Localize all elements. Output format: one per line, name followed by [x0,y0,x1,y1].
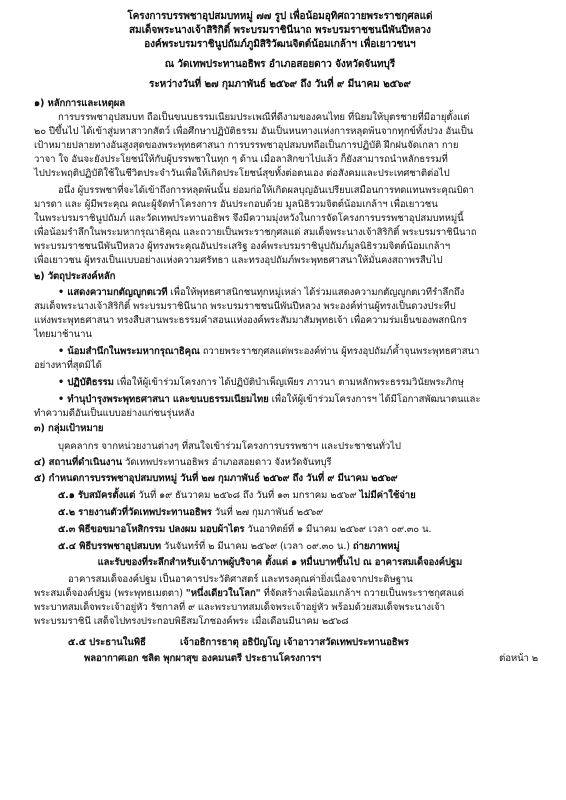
paragraph-line-start: พระสมเด็จองค์ปฐม (พระพุทธเมตตา) [34,588,183,599]
paragraph-line: ไปประพฤติปฏิบัติใช้ในชีวิตประจำวันเพื่อให้เกิดประโยชน์สุขทั้งต่อตนเอง ต่อสังคมและประเทศชาติต่อไป [34,168,450,179]
objective-item-4-text: เพื่อให้ผู้เข้าร่วมโครงการฯ ได้มีโอกาสพัฒนาตนและ [268,394,481,405]
schedule-item-5-4-label: ๕.๔ พิธีบรรพชาอุปสมบท [58,541,161,552]
paragraph-line: แห่งพระพุทธศาสนา ทรงสืบสานพระธรรมคำสอนแห่งองค์พระสัมมาสัมพุทธเจ้า เพื่อความร่มเย็นของพสกนิกร [34,315,467,326]
schedule-item-5-1-fee: ไม่มีค่าใช้จ่าย [359,490,416,501]
paragraph-line: เป้าหมายปลายทางอันสูงสุดของพระพุทธศาสนา การบรรพชาอุปสมบทถือเป็นการปฏิบัติ ฝึกฝนจัดเกลา กาย [34,140,459,151]
schedule-item-5-1-label: ๕.๑ รับสมัครตั้งแต่ [58,490,136,501]
paragraph-line: พระบรมราชินี เสด็จไปทรงประกอบพิธีสมโภชองค์พระ เมื่อเดือนมีนาคม ๒๕๖๘ [34,616,349,627]
paragraph-line: ๒๐ ปีขึ้นไป ได้เข้าสู่มหาสาวกสัตว์ เพื่อศึกษาปฏิบัติธรรม อันเป็นหนทางแห่งการหลุดพ้นจากทุกข์ทั้งปวง อันเป็น [34,126,474,137]
schedule-item-5-3-label: ๕.๓ พิธีขอขมาอโหสิกรรม ปลงผม มอบผ้าไตร [58,524,245,535]
header-line-2: สมเด็จพระนางเจ้าสิริกิติ์ พระบรมราชินีนาถ พระบรมราชชนนีพันปีหลวง [128,25,431,36]
paragraph-line: เพื่อน้อมรำลึกในพระมหากรุณาธิคุณ และถวายเป็นพระราชกุศลแด่ สมเด็จพระนางเจ้าสิริกิติ์ พระบรมราชินีนาถ [34,227,477,238]
target-group-text: บุคคลากร จากหน่วยงานต่างๆ ที่สนใจเข้าร่วมโครงการบรรพชาฯ และประชาชนทั่วไป [58,441,401,452]
schedule-item-5-1 [58,489,416,502]
objective-item-4-heading: • ทำนุบำรุงพระพุทธศาสนา และขนบธรรมเนียมไทย [58,394,269,405]
section-4-title: ๔) สถานที่ดำเนินงาน [34,457,123,468]
paragraph-line: การบรรพชาอุปสมบท ถือเป็นขนบธรรมเนียมประเพณีที่ดีงามของคนไทย ที่นิยมให้บุตรชายที่มีอายุตั้งแต่ [58,112,470,123]
paragraph-line: อย่างหาที่สุดมิได้ [34,360,102,371]
section-5-title: ๕) กำหนดการบรรพชาอุปสมบทหมู่ วันที่ ๒๗ กุมภาพันธ์ ๒๕๖๙ ถึง วันที่ ๙ มีนาคม ๒๕๖๙ [34,473,398,484]
header-line-4: ณ วัดเทพประทานอธิพร อำเภอสอยดาว จังหวัดจันทบุรี [164,59,396,70]
schedule-item-5-2-label: ๕.๒ รายงานตัวที่วัดเทพประทานอธิพร [58,507,212,518]
paragraph-line: สมเด็จพระนางเจ้าสิริกิติ์ พระบรมราชินีนาถ พระบรมราชชนนีพันปีหลวง พระองค์ท่านผู้ทรงเป็นดวงประทีป [34,301,456,312]
paragraph-line: ไทยมาช้านาน [34,329,92,340]
schedule-item-5-2-date: วันที่ ๒๗ กุมภาพันธ์ ๒๕๖๙ [211,507,324,518]
paragraph-line: ในพระบรมราชินูปถัมภ์ และวัดเทพประทานอธิพร จึงมีความมุ่งหวังในการจัดโครงการบรรพชาอุปสมบทหมู่นี้ [34,213,464,224]
project-chairman: พลอากาศเอก ชลิต พุกผาสุข องคมนตรี ประธานโครงการฯ [84,653,322,664]
schedule-item-5-5-label: ๕.๕ ประธานในพิธี [68,637,146,648]
presiding-monk: เจ้าอธิการธาตุ อธิปัญโญ เจ้าอาวาสวัดเทพประทานอธิพร [180,637,409,648]
objective-item-3-heading: • ปฏิบัติธรรม [58,377,114,388]
header-line-5: ระหว่างวันที่ ๒๗ กุมภาพันธ์ ๒๕๖๙ ถึง วันที่ ๙ มีนาคม ๒๕๖๙ [149,79,411,90]
objective-item-2 [58,345,479,358]
section-1-title: ๑) หลักการและเหตุผล [34,98,126,109]
paragraph-line: วาจา ใจ อันจะยังประโยชน์ให้กับผู้บรรพชาในทุก ๆ ด้าน เมื่อลาสิกขาไปแล้ว ก็ยังสามารถนำหลักธรรมที่ [34,154,448,165]
objective-item-1-text: เพื่อให้พุทธศาสนิกชนทุกหมู่เหล่า ได้ร่วมแสดงความกตัญญูกตเวทีรำลึกถึง [167,287,465,298]
header-line-3: องค์พระบรมราชินูปถัมภ์ภูมิสิริวัฒนจิตต์น้อมเกล้าฯ เพื่อเยาวชนฯ [144,39,416,50]
quote-unique: "หนึ่งเดียวในโลก" [185,588,261,599]
objective-item-3 [58,376,464,389]
schedule-item-5-3-date: วันอาทิตย์ที่ ๑ มีนาคม ๒๕๖๙ เวลา ๐๙.๓๐ น. [244,524,432,535]
section-4-text: วัดเทพประทานอธิพร อำเภอสอยดาว จังหวัดจันทบุรี [122,457,332,468]
paragraph-line: อาคารสมเด็จองค์ปฐม เป็นอาคารประวัติศาสตร์ และทรงคุณค่ายิ่งเนื่องจากประดิษฐาน [68,574,413,585]
paragraph-line: ทำความดีอันเป็นแบบอย่างแก่ชนรุ่นหลัง [34,408,195,419]
paragraph-line [34,587,464,600]
next-page-note: ต่อหน้า ๒ [499,653,538,664]
objective-item-2-heading: • น้อมสำนึกในพระมหากรุณาธิคุณ [58,346,200,357]
souvenir-note: และรับของที่ระลึกสำหรับเจ้าภาพผู้บริจาค ตั้งแต่ ๑ หมื่นบาทขึ้นไป ณ อาคารสมเด็จองค์ปฐม [97,557,463,568]
objective-item-3-text: เพื่อให้ผู้เข้าร่วมโครงการ ได้ปฏิบัติบำเพ็ญเพียร ภาวนา ตามหลักพระธรรมวินัยพระภิกษุ [113,377,464,388]
paragraph-line: พระบาทสมเด็จพระเจ้าอยู่หัว รัชกาลที่ ๙ และพระบาทสมเด็จพระเจ้าอยู่หัว พร้อมด้วยสมเด็จพระนางเจ้า [34,602,445,613]
section-2-title: ๒) วัตถุประสงค์หลัก [34,271,116,282]
schedule-item-5-4-date: วันจันทร์ที่ ๒ มีนาคม ๒๕๖๙ (เวลา ๐๙.๓๐ น.) [160,541,353,552]
objective-item-1 [58,286,464,299]
schedule-item-5-4 [58,540,400,553]
paragraph-line-end: ที่จัดสร้างเพื่อน้อมเกล้าฯ ถวายเป็นพระราชกุศลแด่ [260,588,464,599]
objective-item-1-heading: • แสดงความกตัญญูกตเวที [58,287,168,298]
header-line-1: โครงการบรรพชาอุปสมบทหมู่ ๗๗ รูป เพื่อน้อมอุทิศถวายพระราชกุศลแด่ [127,11,433,22]
schedule-item-5-4-photo: ถ่ายภาพหมู่ [352,541,400,552]
paragraph-line: มารดา และ ผู้มีพระคุณ คณะผู้จัดทำโครงการ อันประกอบด้วย มูลนิธิรวมจิตต์น้อมเกล้าฯ เพื่อเยาวชน [34,199,438,210]
schedule-item-5-1-date: วันที่ ๑๙ ธันวาคม ๒๕๖๘ ถึง วันที่ ๑๓ มกราคม ๒๕๖๙ [135,490,360,501]
paragraph-line: อนึ่ง ผู้บรรพชาที่จะได้เข้าถึงการหลุดพ้นนั้น ย่อมก่อให้เกิดผลบุญอันเปรียบเสมือนการทดแทนพระคุณบิดา [58,185,474,196]
schedule-item-5-3 [58,523,431,536]
section-4-line [34,456,331,469]
paragraph-line: พระบรมราชชนนีพันปีหลวง ผู้ทรงพระคุณอันประเสริฐ องค์พระบรมราชินูปถัมภ์มูลนิธิรวมจิตต์น้อมเกล้าฯ [34,241,451,252]
section-3-title: ๓) กลุ่มเป้าหมาย [34,423,104,434]
objective-item-2-text: ถวายพระราชกุศลแด่พระองค์ท่าน ผู้ทรงอุปถัมภ์ค้ำจุนพระพุทธศาสนา [199,346,480,357]
schedule-item-5-2 [58,506,323,519]
paragraph-line: เพื่อเยาวชน ผู้ทรงเป็นแบบอย่างแห่งความศรัทธา และทรงอุปถัมภ์พระพุทธศาสนาให้มั่นคงสถาพรสืบไป [34,255,443,266]
objective-item-4 [58,393,480,406]
